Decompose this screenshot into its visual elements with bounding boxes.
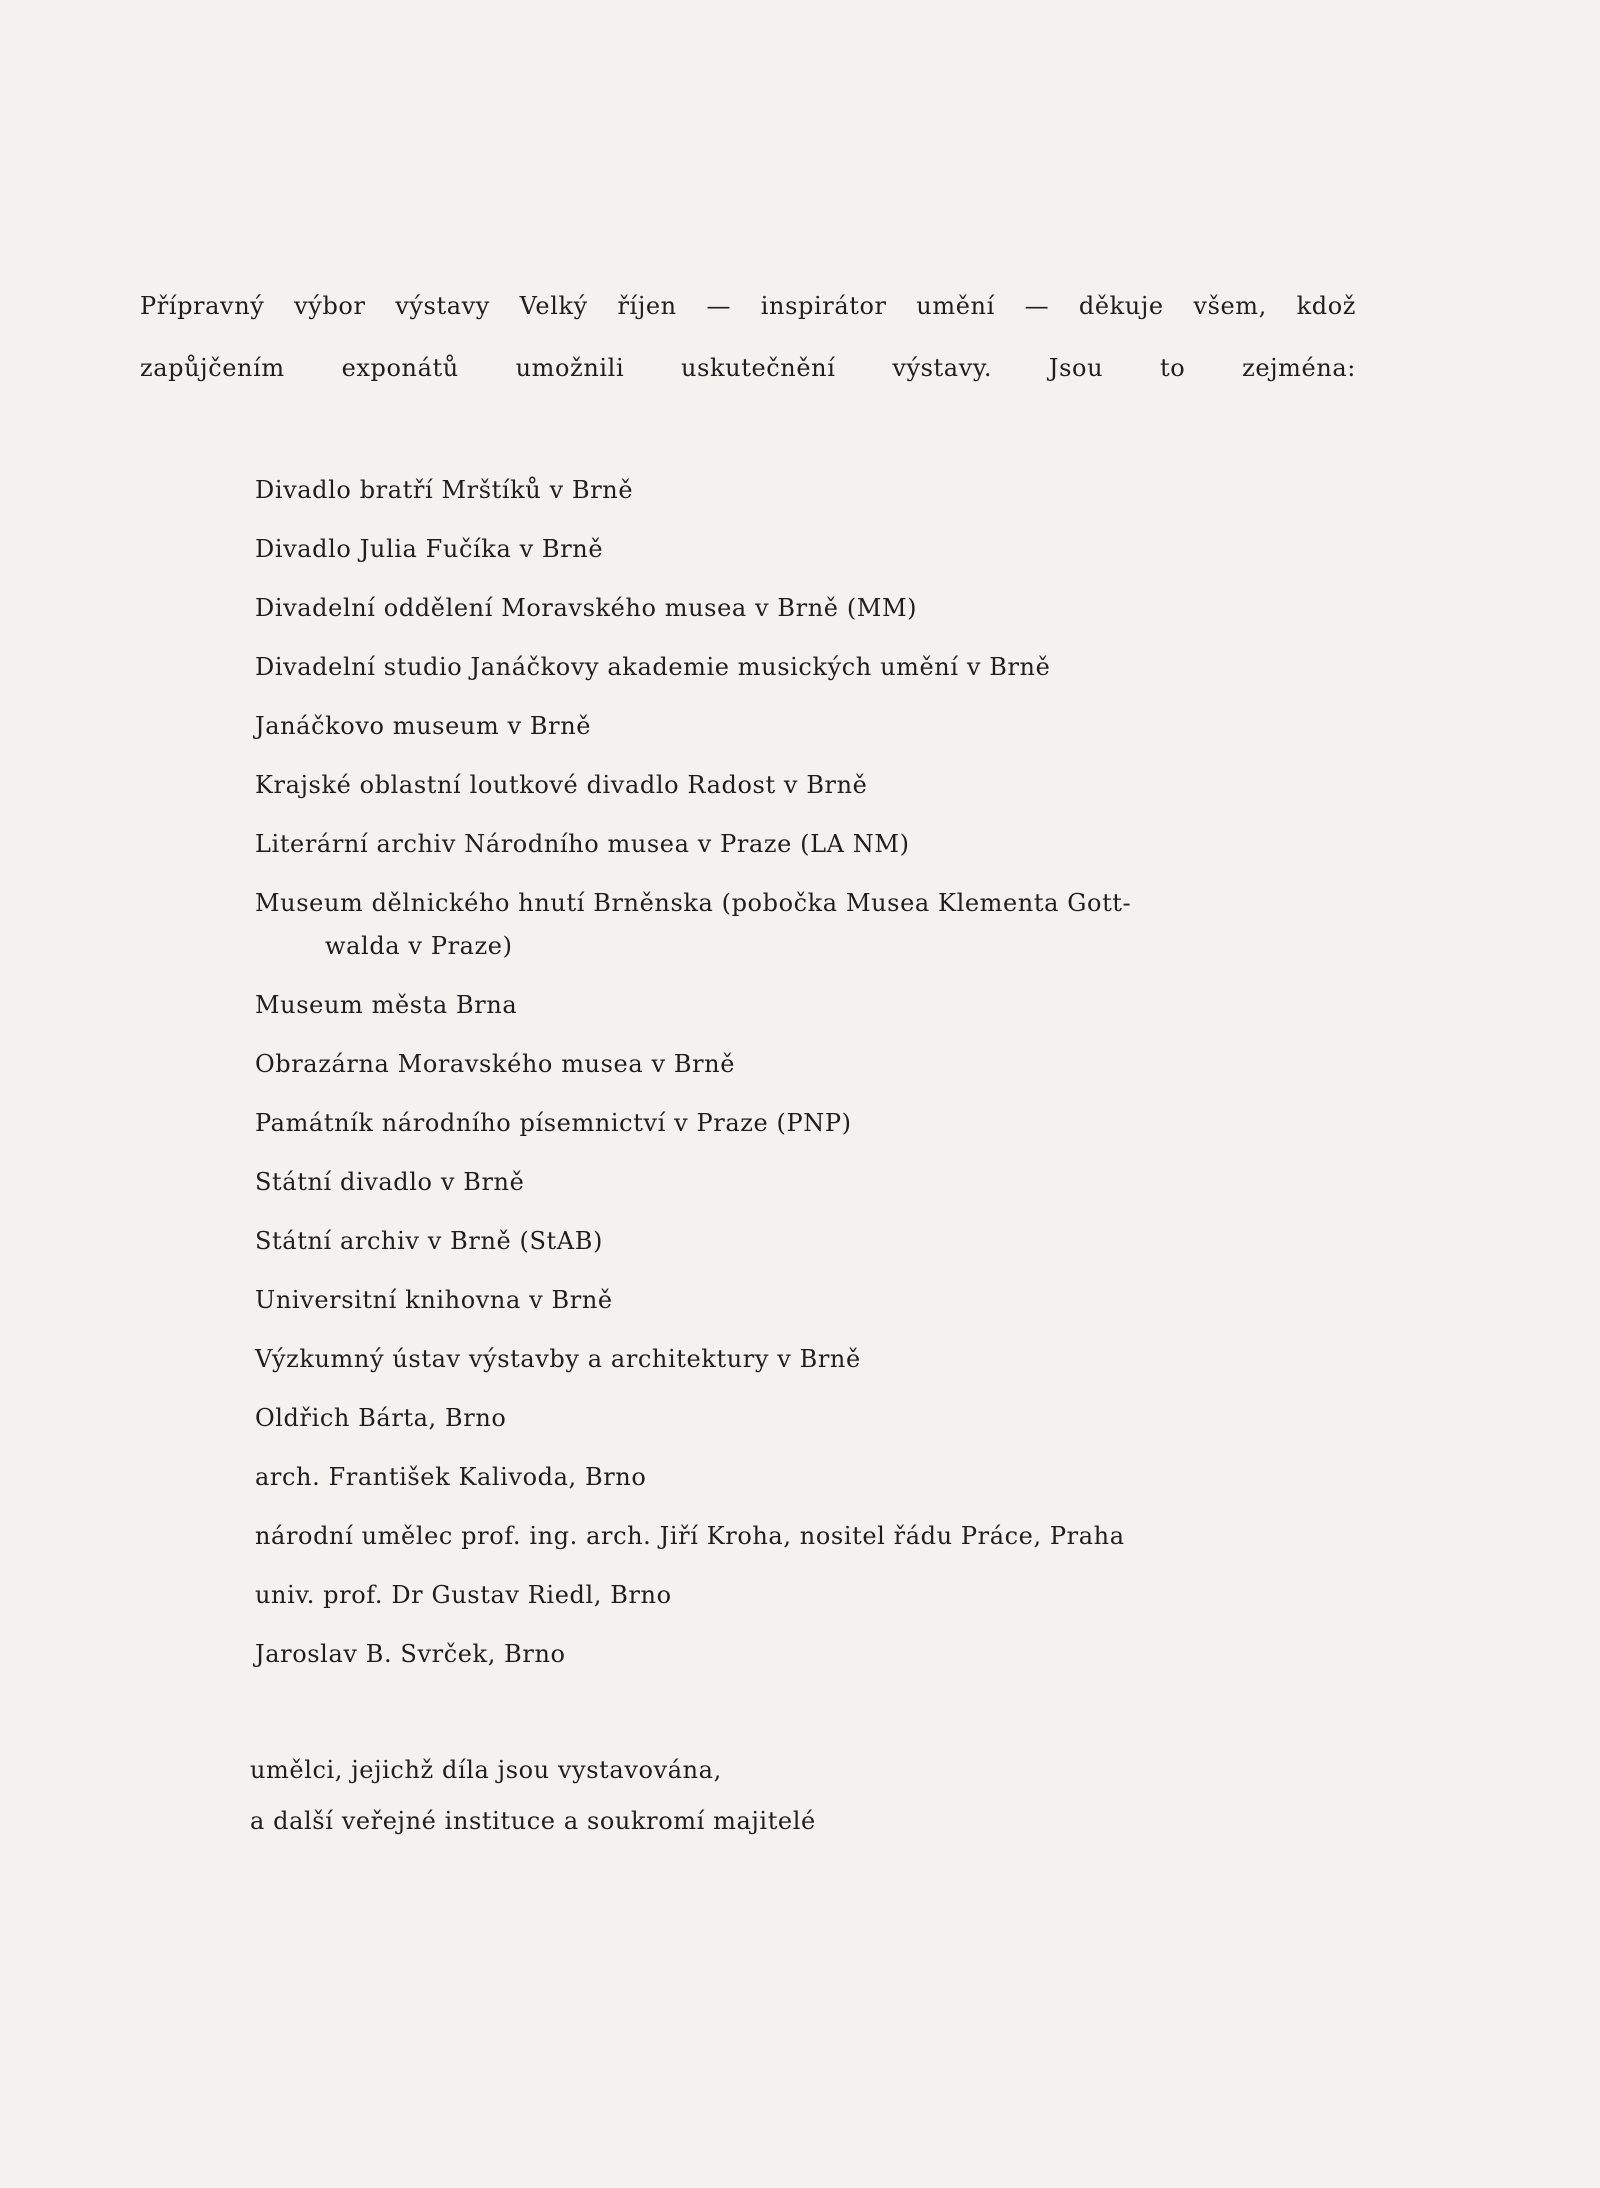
list-item-continuation: walda v Praze) xyxy=(325,932,513,960)
intro-line-1: Přípravný výbor výstavy Velký říjen — inspirátor umění — děkuje všem, kdož xyxy=(140,292,1356,320)
list-item-text: Jaroslav B. Svrček, Brno xyxy=(255,1640,566,1668)
closing-line-1: umělci, jejichž díla jsou vystavována, xyxy=(250,1756,722,1784)
list-item xyxy=(255,1339,1131,1398)
list-item-text: Krajské oblastní loutkové divadlo Radost v Brně xyxy=(255,771,868,799)
list-item xyxy=(255,883,1131,985)
list-item xyxy=(255,824,1131,883)
list-item xyxy=(255,1044,1131,1103)
lenders-list xyxy=(255,470,1131,1693)
list-item-text: Literární archiv Národního musea v Praze (LA NM) xyxy=(255,830,910,858)
list-item xyxy=(255,1575,1131,1634)
list-item xyxy=(255,647,1131,706)
list-item-text: Výzkumný ústav výstavby a architektury v Brně xyxy=(255,1345,861,1373)
list-item xyxy=(255,1103,1131,1162)
list-item xyxy=(255,529,1131,588)
list-item-text: Oldřich Bárta, Brno xyxy=(255,1404,507,1432)
list-item-text: Divadlo bratří Mrštíků v Brně xyxy=(255,476,634,504)
list-item xyxy=(255,1457,1131,1516)
list-item xyxy=(255,1634,1131,1693)
list-item-text: národní umělec prof. ing. arch. Jiří Kroha, nositel řádu Práce, Praha xyxy=(255,1522,1125,1550)
list-item-text: Divadlo Julia Fučíka v Brně xyxy=(255,535,604,563)
closing xyxy=(250,1745,816,1847)
list-item xyxy=(255,985,1131,1044)
list-item-text: Státní divadlo v Brně xyxy=(255,1168,525,1196)
list-item xyxy=(255,1398,1131,1457)
list-item-text: Museum dělnického hnutí Brněnska (pobočka Musea Klementa Gott- xyxy=(255,889,1132,917)
list-item-text: univ. prof. Dr Gustav Riedl, Brno xyxy=(255,1581,672,1609)
list-item-text: Janáčkovo museum v Brně xyxy=(255,712,592,740)
list-item xyxy=(255,1162,1131,1221)
list-item xyxy=(255,470,1131,529)
list-item-text: Obrazárna Moravského musea v Brně xyxy=(255,1050,736,1078)
list-item-text: Památník národního písemnictví v Praze (PNP) xyxy=(255,1109,852,1137)
list-item xyxy=(255,1516,1131,1575)
list-item xyxy=(255,1221,1131,1280)
list-item-text: Divadelní studio Janáčkovy akademie musických umění v Brně xyxy=(255,653,1051,681)
list-item xyxy=(255,1280,1131,1339)
list-item-text: Divadelní oddělení Moravského musea v Brně (MM) xyxy=(255,594,918,622)
list-item-text: Museum města Brna xyxy=(255,991,518,1019)
closing-line-2: a další veřejné instituce a soukromí majitelé xyxy=(250,1807,816,1835)
list-item xyxy=(255,588,1131,647)
intro-line-2: zapůjčením exponátů umožnili uskutečnění výstavy. Jsou to zejména: xyxy=(140,354,1356,382)
list-item xyxy=(255,765,1131,824)
list-item-text: Universitní knihovna v Brně xyxy=(255,1286,613,1314)
list-item-text: Státní archiv v Brně (StAB) xyxy=(255,1227,603,1255)
list-item xyxy=(255,706,1131,765)
list-item-text: arch. František Kalivoda, Brno xyxy=(255,1463,647,1491)
